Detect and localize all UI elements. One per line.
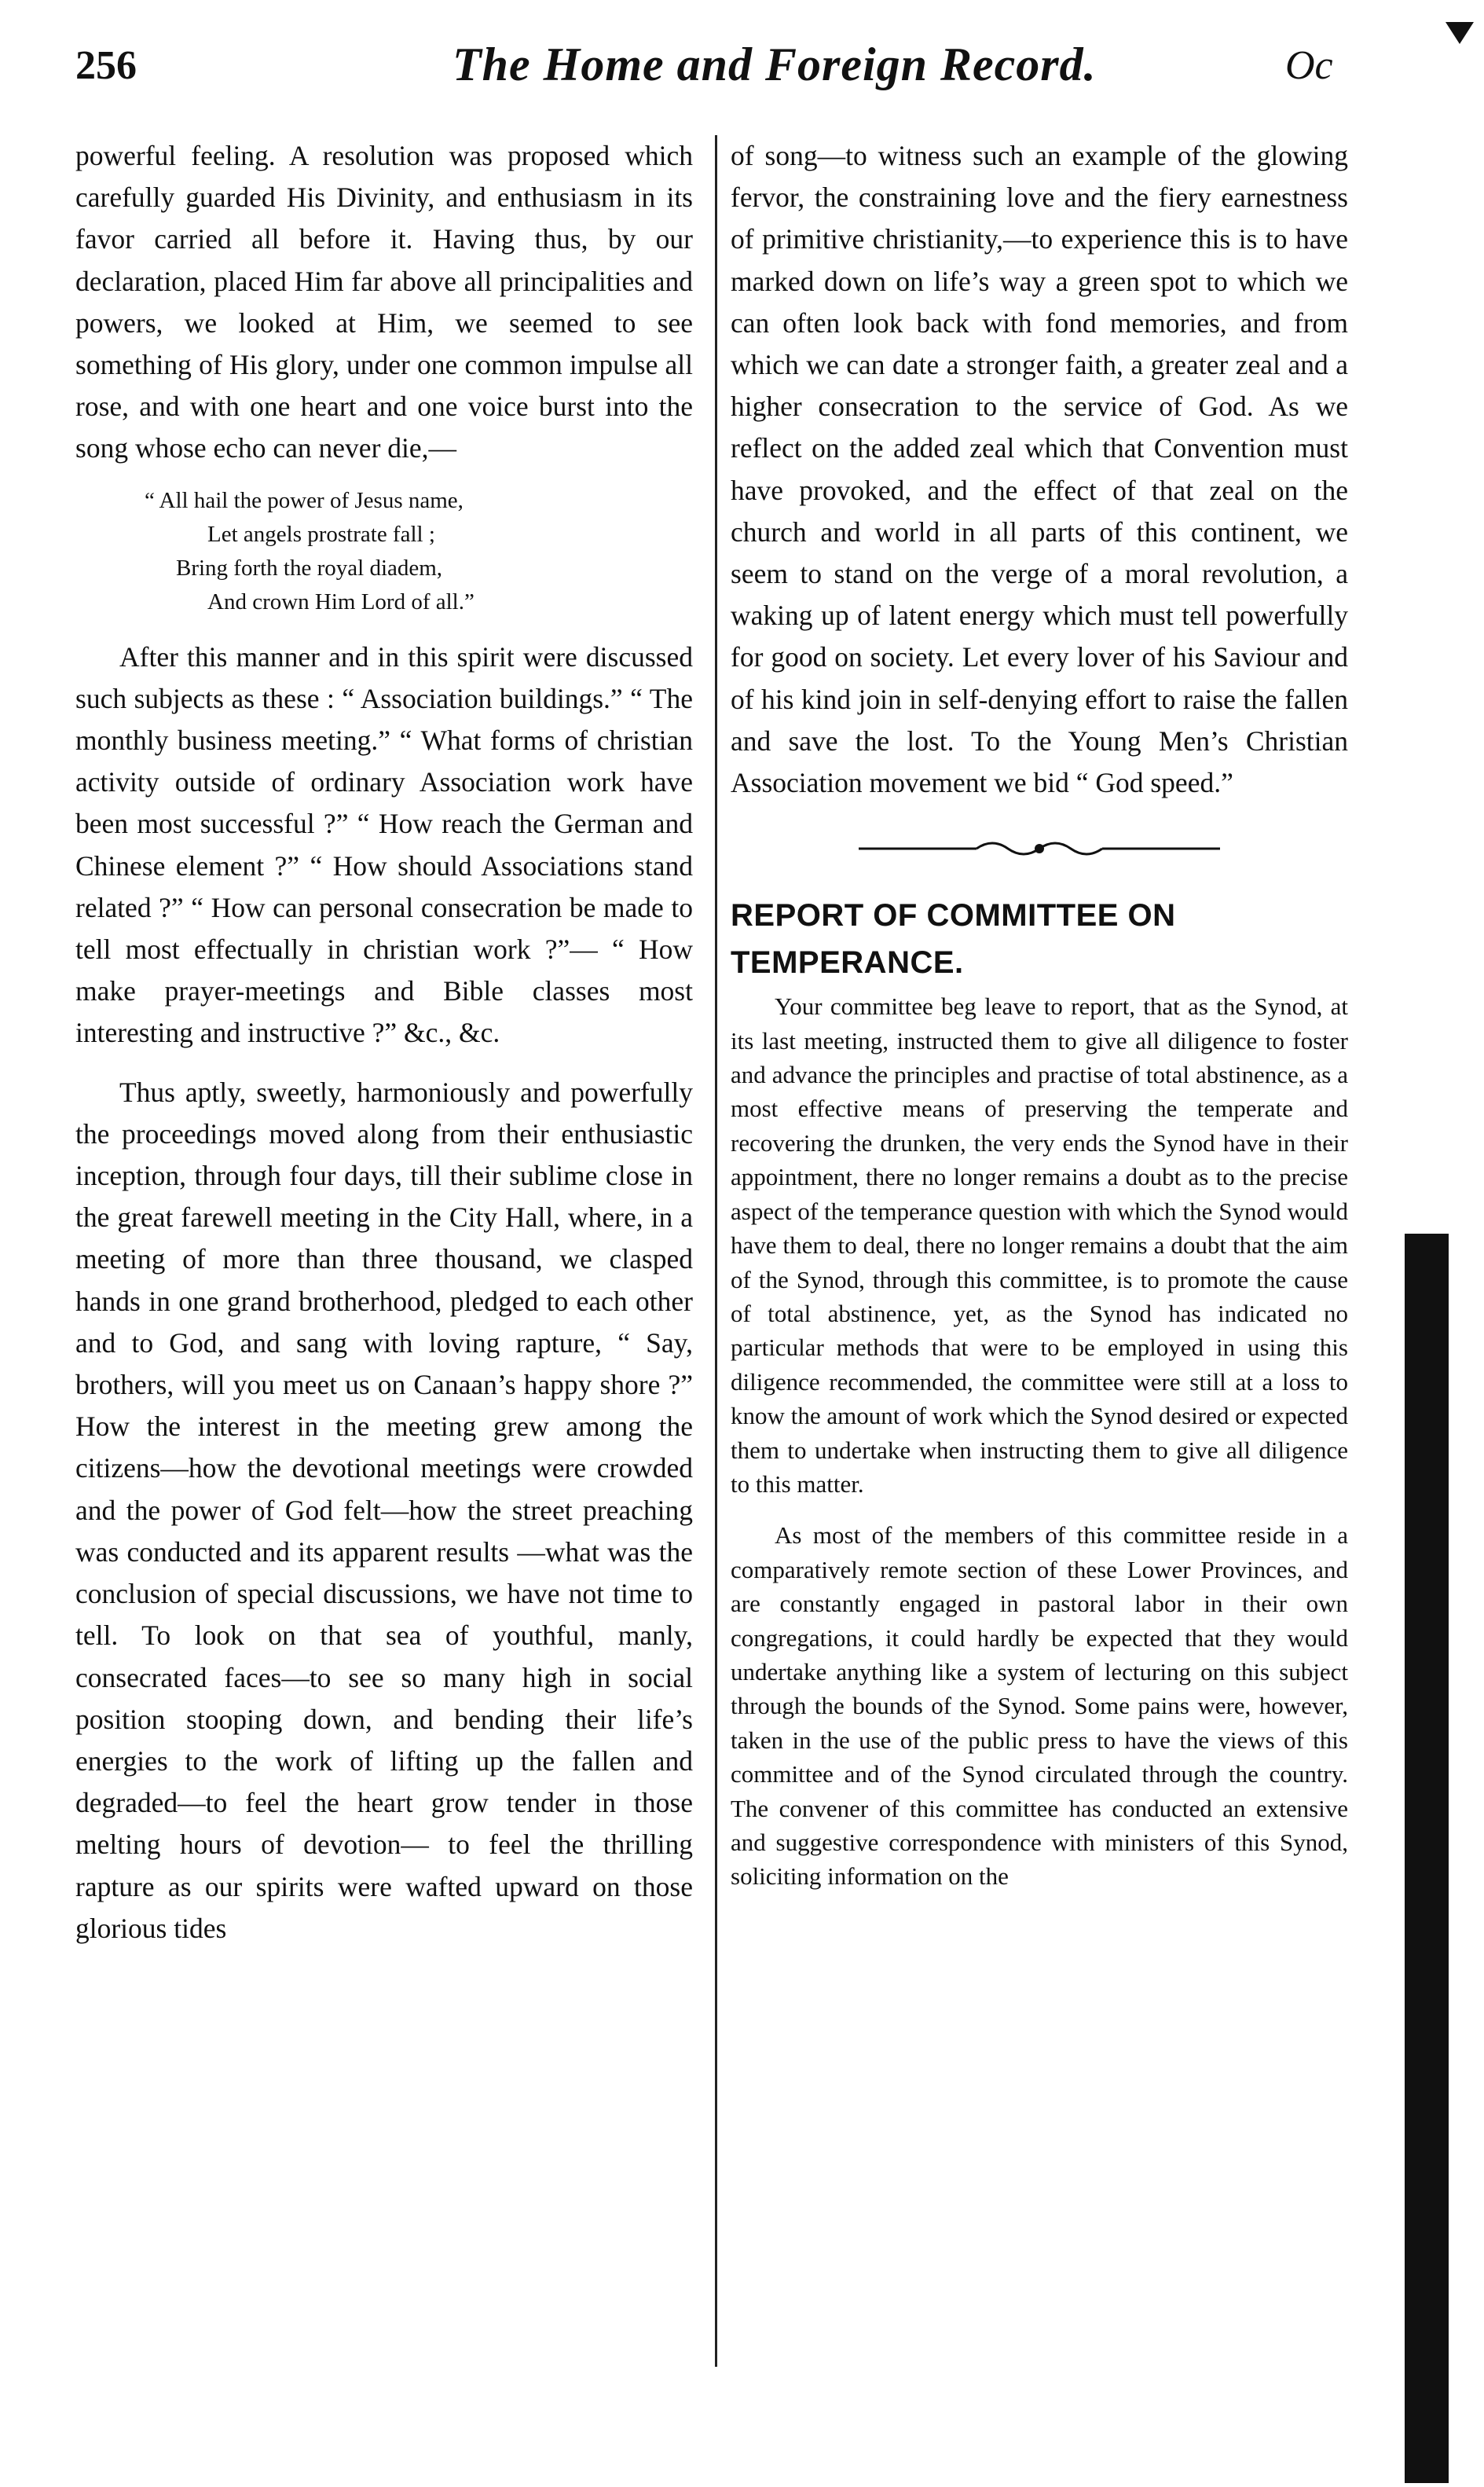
left-paragraph-2: After this manner and in this spirit were discussed such subjects as these : “ Association buildings.” “ The monthly business meeting.” “ What forms of christian activity outside of ordinary Association work have been most successful ?” “ How reach the German and Chinese element ?” “ How should Associations stand related ?” “ How can personal consecration be made to tell most effectually in christian work ?”— “ How make prayer-meetings and Bible classes most interesting and instructive ?” &c., &c. bbox=[75, 640, 693, 1049]
left-paragraph-3: Thus aptly, sweetly, harmoniously and powerfully the proceedings moved along from their enthusiastic inception, through four days, till their sublime close in the great farewell meeting in the City Hall, where, in a meeting of more than three thousand, we clasped hands in one grand brotherhood, pledged to each other and to God, and sang with loving rapture, “ Say, brothers, will you meet us on Canaan’s happy shore ?” How the interest in the meeting grew among the citizens—how the devotional meetings were crowded and the power of God felt—how the street preaching was conducted and its apparent results —what was the conclusion of special discussions, we have not time to tell. To look on that sea of youthful, manly, consecrated faces—to see so many high in social position stooping down, and bending their life’s energies to the work of lifting up the fallen and degraded—to feel the heart grow tender in those melting hours of devotion— to feel the thrilling rapture as our spirits were wafted upward on those glorious tides bbox=[75, 1076, 693, 1944]
corner-triangle-icon bbox=[1446, 22, 1474, 44]
scan-margin-shadow bbox=[1405, 1234, 1449, 2483]
right-paragraph-1: of song—to witness such an example of the glowing fervor, the constraining love and the fiery earnestness of primitive christianity,—to experience this is to have marked down on life’s way a green spot to which we can often look back with fond memories, and from which we can date a stronger faith, a greater zeal and a higher consecration to the service of God. As we reflect on the added zeal which that Convention must have provoked, and the effect of that zeal on the church and world in all parts of this continent, we seem to stand on the verge of a moral revolution, a waking up of latent energy which must tell powerfully for good on society. Let every lover of his Saviour and of his kind join in self-denying effort to raise the fallen and save the lost. To the Young Men’s Christian Association movement we bid “ God speed.” bbox=[731, 140, 1348, 799]
month-fragment: Oc bbox=[1285, 43, 1333, 88]
right-column bbox=[731, 135, 1348, 1894]
ornament-flourish-icon bbox=[859, 837, 1220, 860]
report-paragraph-1: Your committee beg leave to report, that as the Synod, at its last meeting, instructed them to give all diligence to foster and advance the principles and practise of total abstinence, as a most effective means of preserving the temperate and recovering the drunken, the very ends the Synod have in their appointment, there no longer remains a doubt as to the precise aspect of the temperance question with which the Synod would have them to deal, there no longer remains a doubt that the aim of the Synod, through this committee, is to promote the cause of total abstinence, yet, as the Synod has indicated no particular methods that were to be employed in using this diligence recommended, the committee were still at a loss to know the amount of work which the Synod desired or expected them to undertake when instructing them to give all diligence to this matter. bbox=[731, 992, 1348, 1498]
hymn-line-3: Bring forth the royal diadem, bbox=[176, 555, 443, 581]
left-paragraph-1: powerful feeling. A resolution was proposed which carefully guarded His Divinity, and enthusiasm in its favor carried all before it. Having thus, by our declaration, placed Him far above all principalities and powers, we looked at Him, we seemed to see something of His glory, under one common impulse all rose, and with one heart and one voice burst into the song whose echo can never die,— bbox=[75, 140, 693, 464]
left-column bbox=[75, 135, 693, 1950]
column-divider bbox=[715, 135, 717, 2367]
section-ornament-divider bbox=[731, 837, 1348, 860]
hymn-line-4: And crown Him Lord of all.” bbox=[207, 589, 475, 614]
journal-title: The Home and Foreign Record. bbox=[453, 39, 1097, 90]
report-paragraph-2: As most of the members of this committee reside in a comparatively remote section of these Lower Provinces, and are constantly engaged in pastoral labor in their own congregations, it could hardly be expected that they would undertake anything like a system of lecturing on this subject through the bounds of the Synod. Some pains were, however, taken in the use of the public press to have the views of this committee and of the Synod circulated through the country. The convener of this committee has conducted an extensive and suggestive correspondence with ministers of this Synod, soliciting information on the bbox=[731, 1521, 1348, 1891]
hymn-line-2: Let angels prostrate fall ; bbox=[207, 521, 435, 547]
hymn-line-1: “ All hail the power of Jesus name, bbox=[145, 487, 464, 513]
page-header bbox=[75, 38, 1411, 101]
section-title: REPORT OF COMMITTEE ON TEMPERANCE. bbox=[731, 898, 1176, 981]
page-number: 256 bbox=[75, 43, 137, 88]
hymn-quote bbox=[75, 484, 693, 619]
